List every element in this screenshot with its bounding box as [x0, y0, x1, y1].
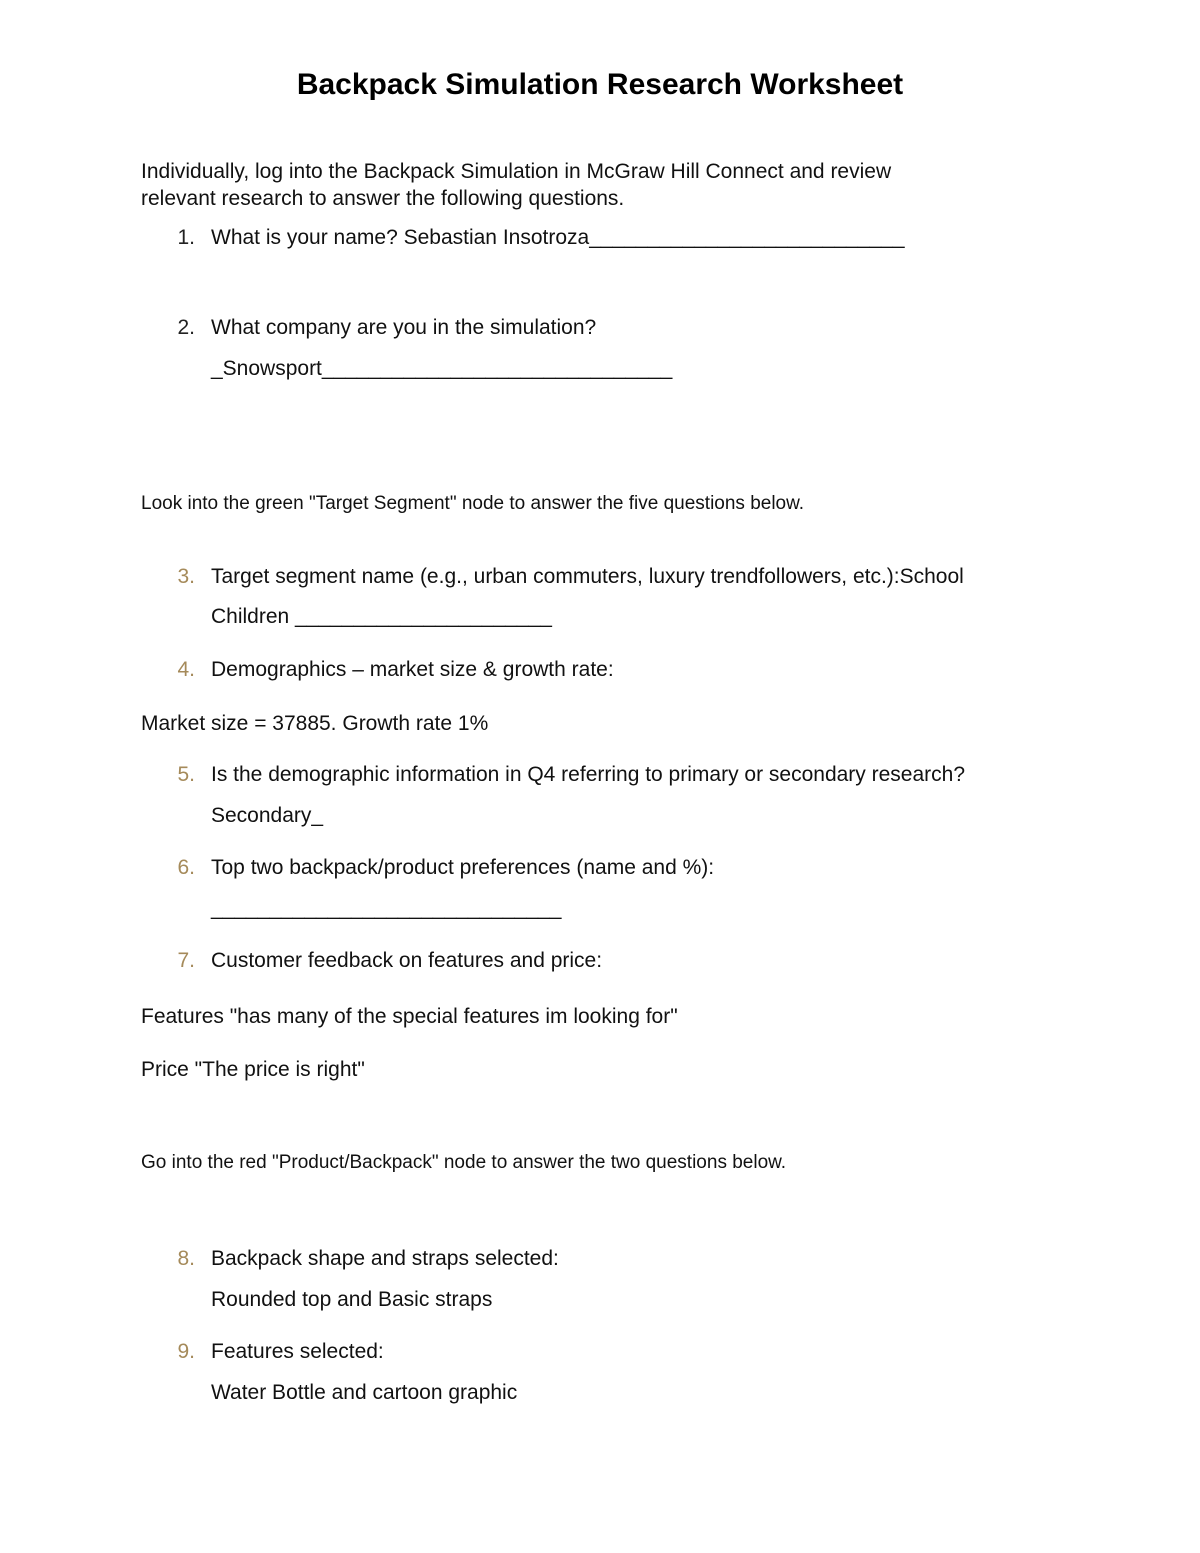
question-9-text: Features selected:: [211, 1340, 384, 1363]
question-2-number: 2.: [177, 316, 195, 339]
intro-line-1: Individually, log into the Backpack Simulation in McGraw Hill Connect and review: [141, 160, 892, 183]
question-4-number: 4.: [177, 658, 195, 681]
question-4-text: Demographics – market size & growth rate:: [211, 658, 614, 681]
question-9-answer: Water Bottle and cartoon graphic: [211, 1381, 518, 1404]
question-1-number: 1.: [177, 226, 195, 249]
question-2-text: What company are you in the simulation?: [211, 316, 597, 339]
page-title: Backpack Simulation Research Worksheet: [296, 68, 904, 101]
question-6-text: Top two backpack/product preferences (name and %):: [211, 856, 715, 879]
question-8-answer: Rounded top and Basic straps: [211, 1288, 493, 1311]
question-8-text: Backpack shape and straps selected:: [211, 1247, 559, 1270]
question-3-text: Target segment name (e.g., urban commuters, luxury trendfollowers, etc.):School: [211, 565, 964, 588]
question-5-text: Is the demographic information in Q4 referring to primary or secondary research?: [211, 763, 966, 786]
question-3-number: 3.: [177, 565, 195, 588]
question-7-number: 7.: [177, 949, 195, 972]
section-product-backpack: Go into the red "Product/Backpack" node to answer the two questions below.: [141, 1152, 787, 1173]
intro-line-2: relevant research to answer the following questions.: [141, 187, 625, 210]
question-6-number: 6.: [177, 856, 195, 879]
question-9-number: 9.: [177, 1340, 195, 1363]
section-target-segment: Look into the green "Target Segment" node to answer the five questions below.: [141, 493, 805, 514]
question-6-answer: ______________________________: [211, 897, 562, 920]
question-7-text: Customer feedback on features and price:: [211, 949, 603, 972]
question-7-features-answer: Features "has many of the special features im looking for": [141, 1005, 678, 1028]
question-1-text: What is your name? Sebastian Insotroza___________________________: [211, 226, 905, 249]
question-5-number: 5.: [177, 763, 195, 786]
question-2-answer: _Snowsport______________________________: [211, 357, 673, 380]
question-3-answer: Children ______________________: [211, 605, 552, 628]
question-8-number: 8.: [177, 1247, 195, 1270]
question-5-answer: Secondary_: [211, 804, 324, 827]
question-4-answer: Market size = 37885. Growth rate 1%: [141, 712, 489, 735]
question-7-price-answer: Price "The price is right": [141, 1058, 365, 1081]
